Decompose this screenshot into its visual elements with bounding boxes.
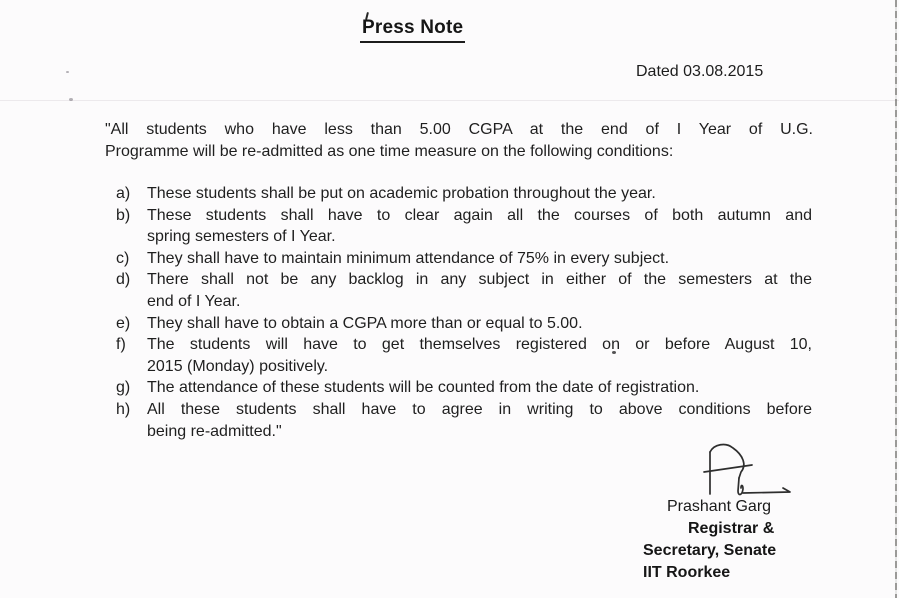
condition-line: being re-admitted."	[147, 422, 282, 440]
condition-item-a	[115, 183, 812, 205]
condition-line: These students shall be put on academic probation throughout the year.	[147, 185, 656, 202]
page-title: Press Note	[360, 17, 465, 43]
condition-label: h)	[116, 400, 131, 418]
condition-item-h	[115, 399, 812, 442]
scan-artifact-right-edge-line	[895, 0, 897, 598]
date-line: Dated 03.08.2015	[636, 63, 764, 80]
condition-line: There shall not be any backlog in any subject in either of the semesters at the	[147, 271, 812, 289]
condition-line: All these students shall have to agree in writing to above conditions before	[147, 400, 812, 418]
scan-speck	[66, 71, 69, 73]
condition-line: end of I Year.	[147, 292, 241, 310]
condition-line: The attendance of these students will be counted from the date of registration.	[147, 379, 700, 397]
condition-text	[147, 313, 812, 335]
condition-item-f	[115, 334, 812, 377]
condition-text	[147, 269, 812, 312]
condition-label: g)	[116, 379, 131, 397]
condition-text	[147, 399, 812, 442]
intro-line: Programme will be re-admitted as one time measure on the following conditions:	[105, 142, 674, 160]
condition-item-d	[115, 269, 812, 312]
condition-item-b	[115, 205, 812, 248]
scan-artifact-horizontal-line	[0, 100, 899, 101]
signatory-role-line: Registrar &	[688, 520, 775, 537]
condition-line: 2015 (Monday) positively.	[147, 357, 329, 375]
condition-text	[147, 248, 812, 270]
intro-paragraph	[105, 119, 813, 162]
condition-text	[147, 334, 812, 377]
condition-item-g	[115, 377, 812, 399]
condition-line: These students shall have to clear again all the courses of both autumn and	[147, 206, 812, 224]
condition-item-c	[115, 248, 812, 270]
signatory-name: Prashant Garg	[667, 498, 772, 515]
condition-text	[147, 205, 812, 248]
condition-label: c)	[116, 249, 130, 267]
condition-label: b)	[116, 206, 131, 224]
condition-label: e)	[116, 314, 131, 332]
condition-label: d)	[116, 271, 131, 289]
scan-speck	[69, 98, 73, 101]
condition-line: The students will have to get themselves registered on or before August 10,	[147, 336, 812, 354]
signatory-role-line: IIT Roorkee	[643, 564, 731, 581]
intro-line: "All students who have less than 5.00 CGPA at the end of I Year of U.G.	[105, 121, 813, 138]
condition-text	[147, 377, 812, 399]
condition-line: They shall have to maintain minimum attendance of 75% in every subject.	[147, 249, 670, 267]
condition-label: a)	[116, 185, 131, 202]
handwritten-signature	[697, 441, 802, 499]
conditions-list	[115, 183, 812, 442]
condition-label: f)	[116, 336, 126, 354]
condition-line: spring semesters of I Year.	[147, 228, 336, 246]
signatory-role-line: Secretary, Senate	[643, 542, 777, 559]
condition-item-e	[115, 313, 812, 335]
condition-line: They shall have to obtain a CGPA more than or equal to 5.00.	[147, 314, 583, 332]
condition-text	[147, 183, 812, 205]
